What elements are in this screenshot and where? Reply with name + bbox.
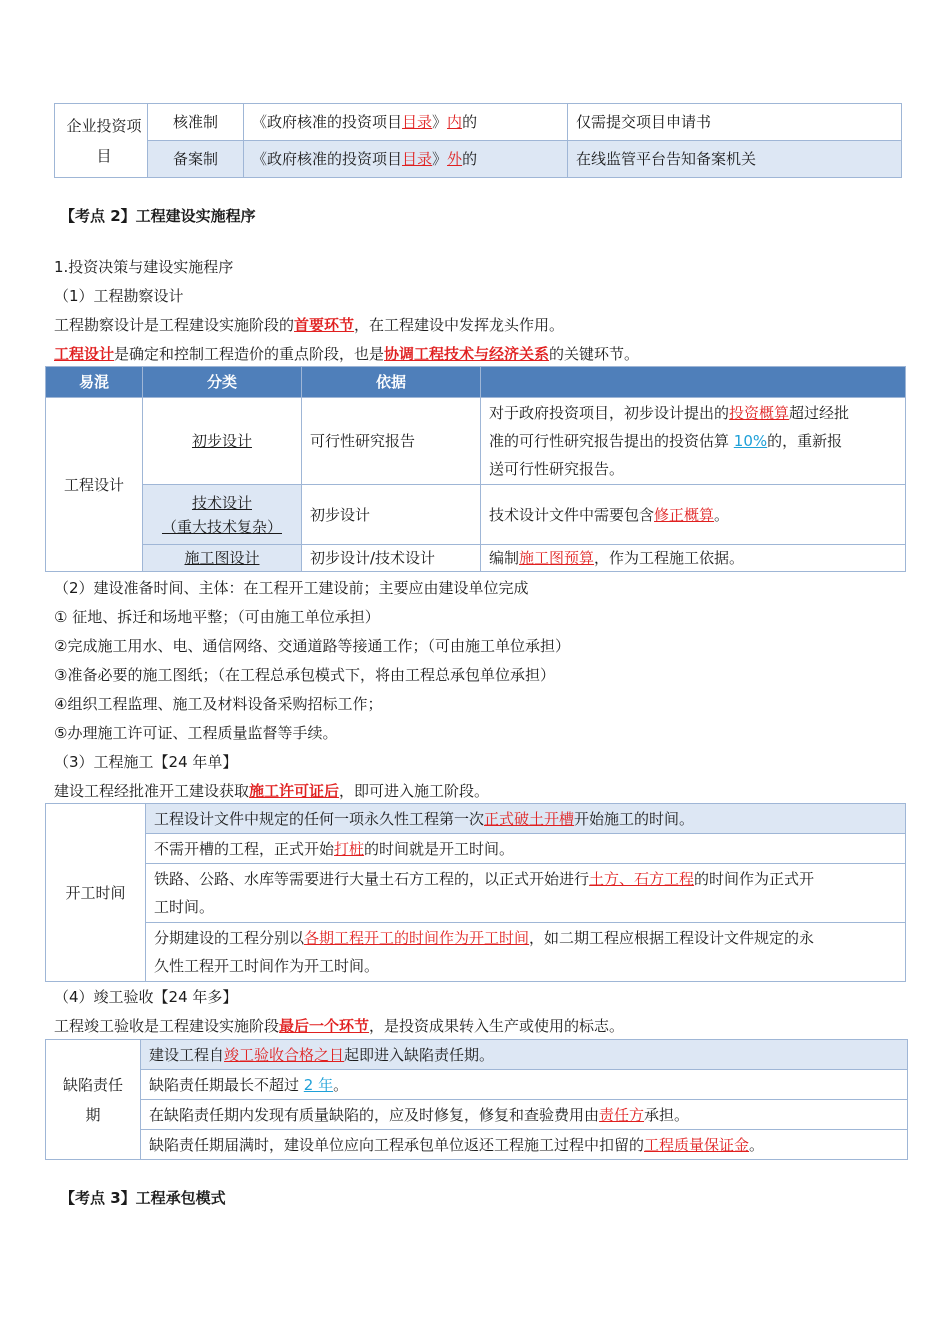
construct-para: 建设工程经批准开工建设获取施工许可证后，即可进入施工阶段。	[54, 782, 490, 800]
basis-cell: 可行性研究报告	[302, 398, 481, 485]
description-cell: 技术设计文件中需要包含修正概算。	[481, 485, 906, 545]
rule-cell: 缺陷责任期最长不超过 2 年。	[141, 1070, 908, 1100]
header-cell: 依据	[302, 367, 481, 398]
approval-table	[54, 103, 902, 178]
basis-cell: 初步设计	[302, 485, 481, 545]
rule-cell: 在缺陷责任期内发现有质量缺陷的，应及时修复，修复和查验费用由责任方承担。	[141, 1100, 908, 1130]
prep-item: ④组织工程监理、施工及材料设备采购招标工作；	[54, 695, 383, 713]
prep-item: ③准备必要的施工图纸；（在工程总承包模式下，将由工程总承包单位承担）	[54, 666, 555, 684]
label-cell: 开工时间	[46, 804, 146, 982]
rule-cell: 分期建设的工程分别以各期工程开工的时间作为开工时间，如二期工程应根据工程设计文件规定的永 久性工程开工时间作为开工时间。	[146, 923, 906, 982]
requirement-cell: 仅需提交项目申请书	[568, 104, 902, 141]
design-para-2: 工程设计是确定和控制工程造价的重点阶段，也是协调工程技术与经济关系的关键环节。	[54, 345, 640, 363]
rule-cell: 建设工程自竣工验收合格之日起即进入缺陷责任期。	[141, 1040, 908, 1070]
type-cell: 备案制	[148, 141, 244, 178]
prep-item: ① 征地、拆迁和场地平整；（可由施工单位承担）	[54, 608, 380, 626]
section3-heading: 【考点 3】工程承包模式	[60, 1189, 226, 1207]
rule-cell: 铁路、公路、水库等需要进行大量土石方工程的，以正式开始进行土方、石方工程的时间作为正式开 工时间。	[146, 864, 906, 923]
accept-title: （4）竣工验收【24 年多】	[54, 988, 238, 1006]
start-time-table	[45, 803, 906, 982]
header-cell: 分类	[143, 367, 302, 398]
design-para-1: 工程勘察设计是工程建设实施阶段的首要环节，在工程建设中发挥龙头作用。	[54, 316, 565, 334]
accept-para: 工程竣工验收是工程建设实施阶段最后一个环节，是投资成果转入生产或使用的标志。	[54, 1017, 625, 1035]
design-table	[45, 366, 906, 572]
prep-item: ②完成施工用水、电、通信网络、交通道路等接通工作；（可由施工单位承担）	[54, 637, 570, 655]
header-cell: 易混	[46, 367, 143, 398]
rule-cell: 工程设计文件中规定的任何一项永久性工程第一次正式破土开槽开始施工的时间。	[146, 804, 906, 834]
group-cell: 企业投资项目	[55, 104, 148, 178]
requirement-cell: 在线监管平台告知备案机关	[568, 141, 902, 178]
category-cell: 施工图设计	[143, 545, 302, 572]
category-cell: 初步设计	[143, 398, 302, 485]
prep-title: （2）建设准备时间、主体：在工程开工建设前；主要应由建设单位完成	[54, 579, 529, 597]
defect-period-table	[45, 1039, 908, 1160]
header-cell	[481, 367, 906, 398]
label-cell: 缺陷责任 期	[46, 1040, 141, 1160]
rule-cell: 不需开槽的工程，正式开始打桩的时间就是开工时间。	[146, 834, 906, 864]
description-cell: 编制施工图预算，作为工程施工依据。	[481, 545, 906, 572]
type-cell: 核准制	[148, 104, 244, 141]
group-cell: 工程设计	[46, 398, 143, 572]
description-cell: 对于政府投资项目，初步设计提出的投资概算超过经批 准的可行性研究报告提出的投资估算 10%的，重新报 送可行性研究报告。	[481, 398, 906, 485]
subheading: 1.投资决策与建设实施程序	[54, 258, 234, 276]
rule-cell: 缺陷责任期届满时，建设单位应向工程承包单位返还工程施工过程中扣留的工程质量保证金。	[141, 1130, 908, 1160]
catalog-cell: 《政府核准的投资项目目录》外的	[244, 141, 568, 178]
category-cell: 技术设计 （重大技术复杂）	[143, 485, 302, 545]
catalog-cell: 《政府核准的投资项目目录》内的	[244, 104, 568, 141]
construct-title: （3）工程施工【24 年单】	[54, 753, 238, 771]
section2-heading: 【考点 2】工程建设实施程序	[60, 207, 256, 225]
design-title: （1）工程勘察设计	[54, 287, 184, 305]
prep-item: ⑤办理施工许可证、工程质量监督等手续。	[54, 724, 338, 742]
basis-cell: 初步设计/技术设计	[302, 545, 481, 572]
